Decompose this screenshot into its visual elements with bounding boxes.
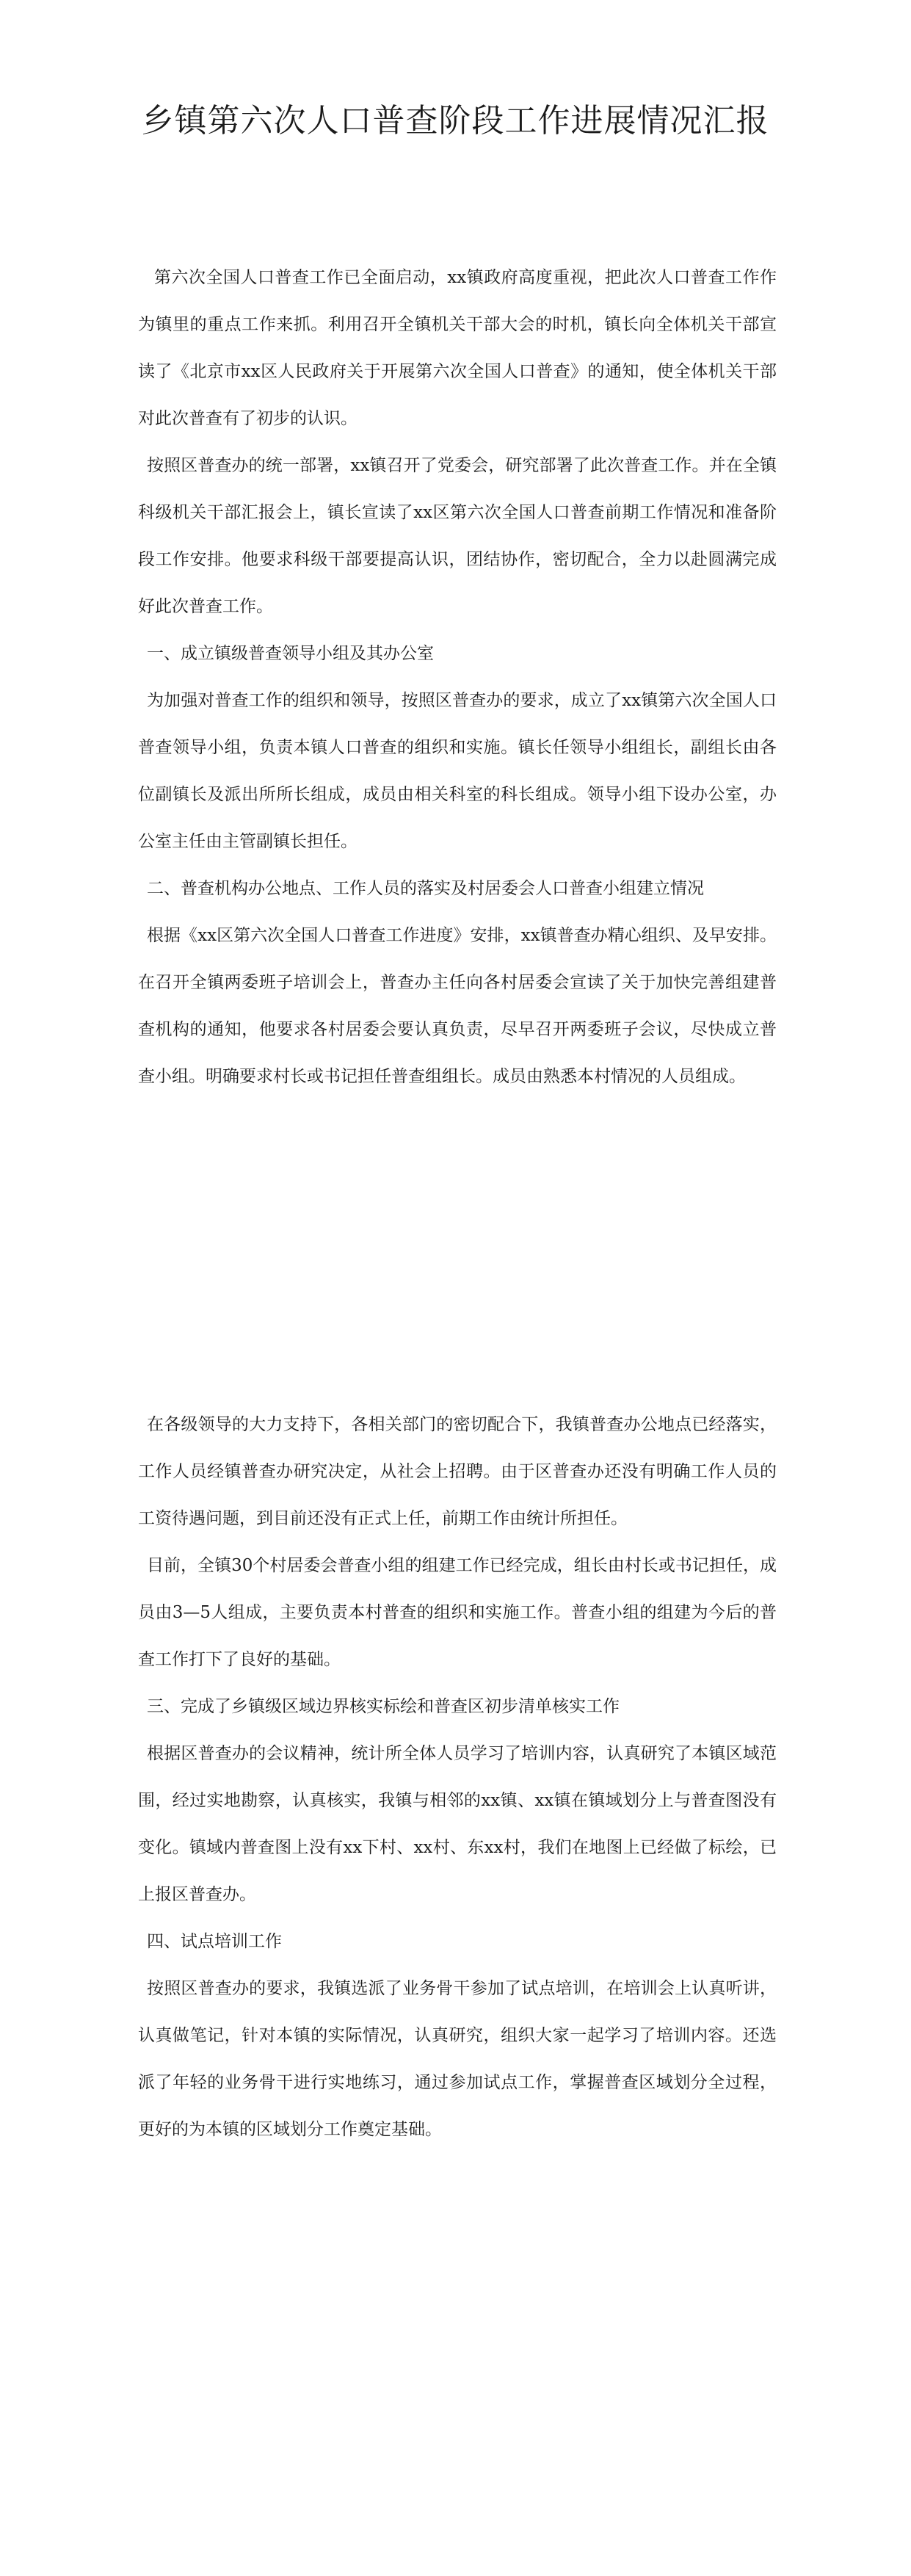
body-paragraph: 按照区普查办的统一部署，xx镇召开了党委会，研究部署了此次普查工作。并在全镇科级机关干部汇报会上，镇长宣读了xx区第六次全国人口普查前期工作情况和准备阶段工作安排。他要求科级干部要提高认识，团结协作，密切配合，全力以赴圆满完成好此次普查工作。	[138, 456, 777, 616]
body-paragraph: 按照区普查办的要求，我镇选派了业务骨干参加了试点培训，在培训会上认真听讲，认真做笔记，针对本镇的实际情况，认真研究，组织大家一起学习了培训内容。还选派了年轻的业务骨干进行实地练习，通过参加试点工作，掌握普查区域划分全过程，更好的为本镇的区域划分工作奠定基础。	[138, 1979, 777, 2139]
body-paragraph: 在各级领导的大力支持下，各相关部门的密切配合下，我镇普查办公地点已经落实，工作人员经镇普查办研究决定，从社会上招聘。由于区普查办还没有明确工作人员的工资待遇问题，到目前还没有正式上任，前期工作由统计所担任。	[138, 1415, 777, 1528]
body-paragraph: 根据区普查办的会议精神，统计所全体人员学习了培训内容，认真研究了本镇区域范围，经过实地勘察，认真核实，我镇与相邻的xx镇、xx镇在镇域划分上与普查图没有变化。镇域内普查图上没有xx下村、xx村、东xx村，我们在地图上已经做了标绘，已上报区普查办。	[138, 1744, 777, 1904]
section-heading: 一、成立镇级普查领导小组及其办公室	[147, 644, 434, 663]
body-paragraph: 为加强对普查工作的组织和领导，按照区普查办的要求，成立了xx镇第六次全国人口普查领导小组，负责本镇人口普查的组织和实施。镇长任领导小组组长，副组长由各位副镇长及派出所所长组成，成员由相关科室的科长组成。领导小组下设办公室，办公室主任由主管副镇长担任。	[138, 691, 777, 851]
document-title: 乡镇第六次人口普查阶段工作进展情况汇报	[141, 102, 769, 140]
body-paragraph: 目前，全镇30个村居委会普查小组的组建工作已经完成，组长由村长或书记担任，成员由3—5人组成，主要负责本村普查的组织和实施工作。普查小组的组建为今后的普查工作打下了良好的基础。	[138, 1556, 777, 1669]
section-heading: 三、完成了乡镇级区域边界核实标绘和普查区初步清单核实工作	[147, 1697, 620, 1716]
body-paragraph: 根据《xx区第六次全国人口普查工作进度》安排，xx镇普查办精心组织、及早安排。在召开全镇两委班子培训会上，普查办主任向各村居委会宣读了关于加快完善组建普查机构的通知，他要求各村居委会要认真负责，尽早召开两委班子会议，尽快成立普查小组。明确要求村长或书记担任普查组组长。成员由熟悉本村情况的人员组成。	[138, 926, 777, 1086]
body-section-1	[138, 254, 777, 1100]
section-heading: 二、普查机构办公地点、工作人员的落实及村居委会人口普查小组建立情况	[147, 879, 704, 898]
section-heading: 四、试点培训工作	[147, 1932, 282, 1951]
body-paragraph: 第六次全国人口普查工作已全面启动，xx镇政府高度重视，把此次人口普查工作作为镇里的重点工作来抓。利用召开全镇机关干部大会的时机，镇长向全体机关干部宣读了《北京市xx区人民政府关于开展第六次全国人口普查》的通知，使全体机关干部对此次普查有了初步的认识。	[138, 268, 777, 428]
body-section-2	[138, 1401, 777, 2153]
